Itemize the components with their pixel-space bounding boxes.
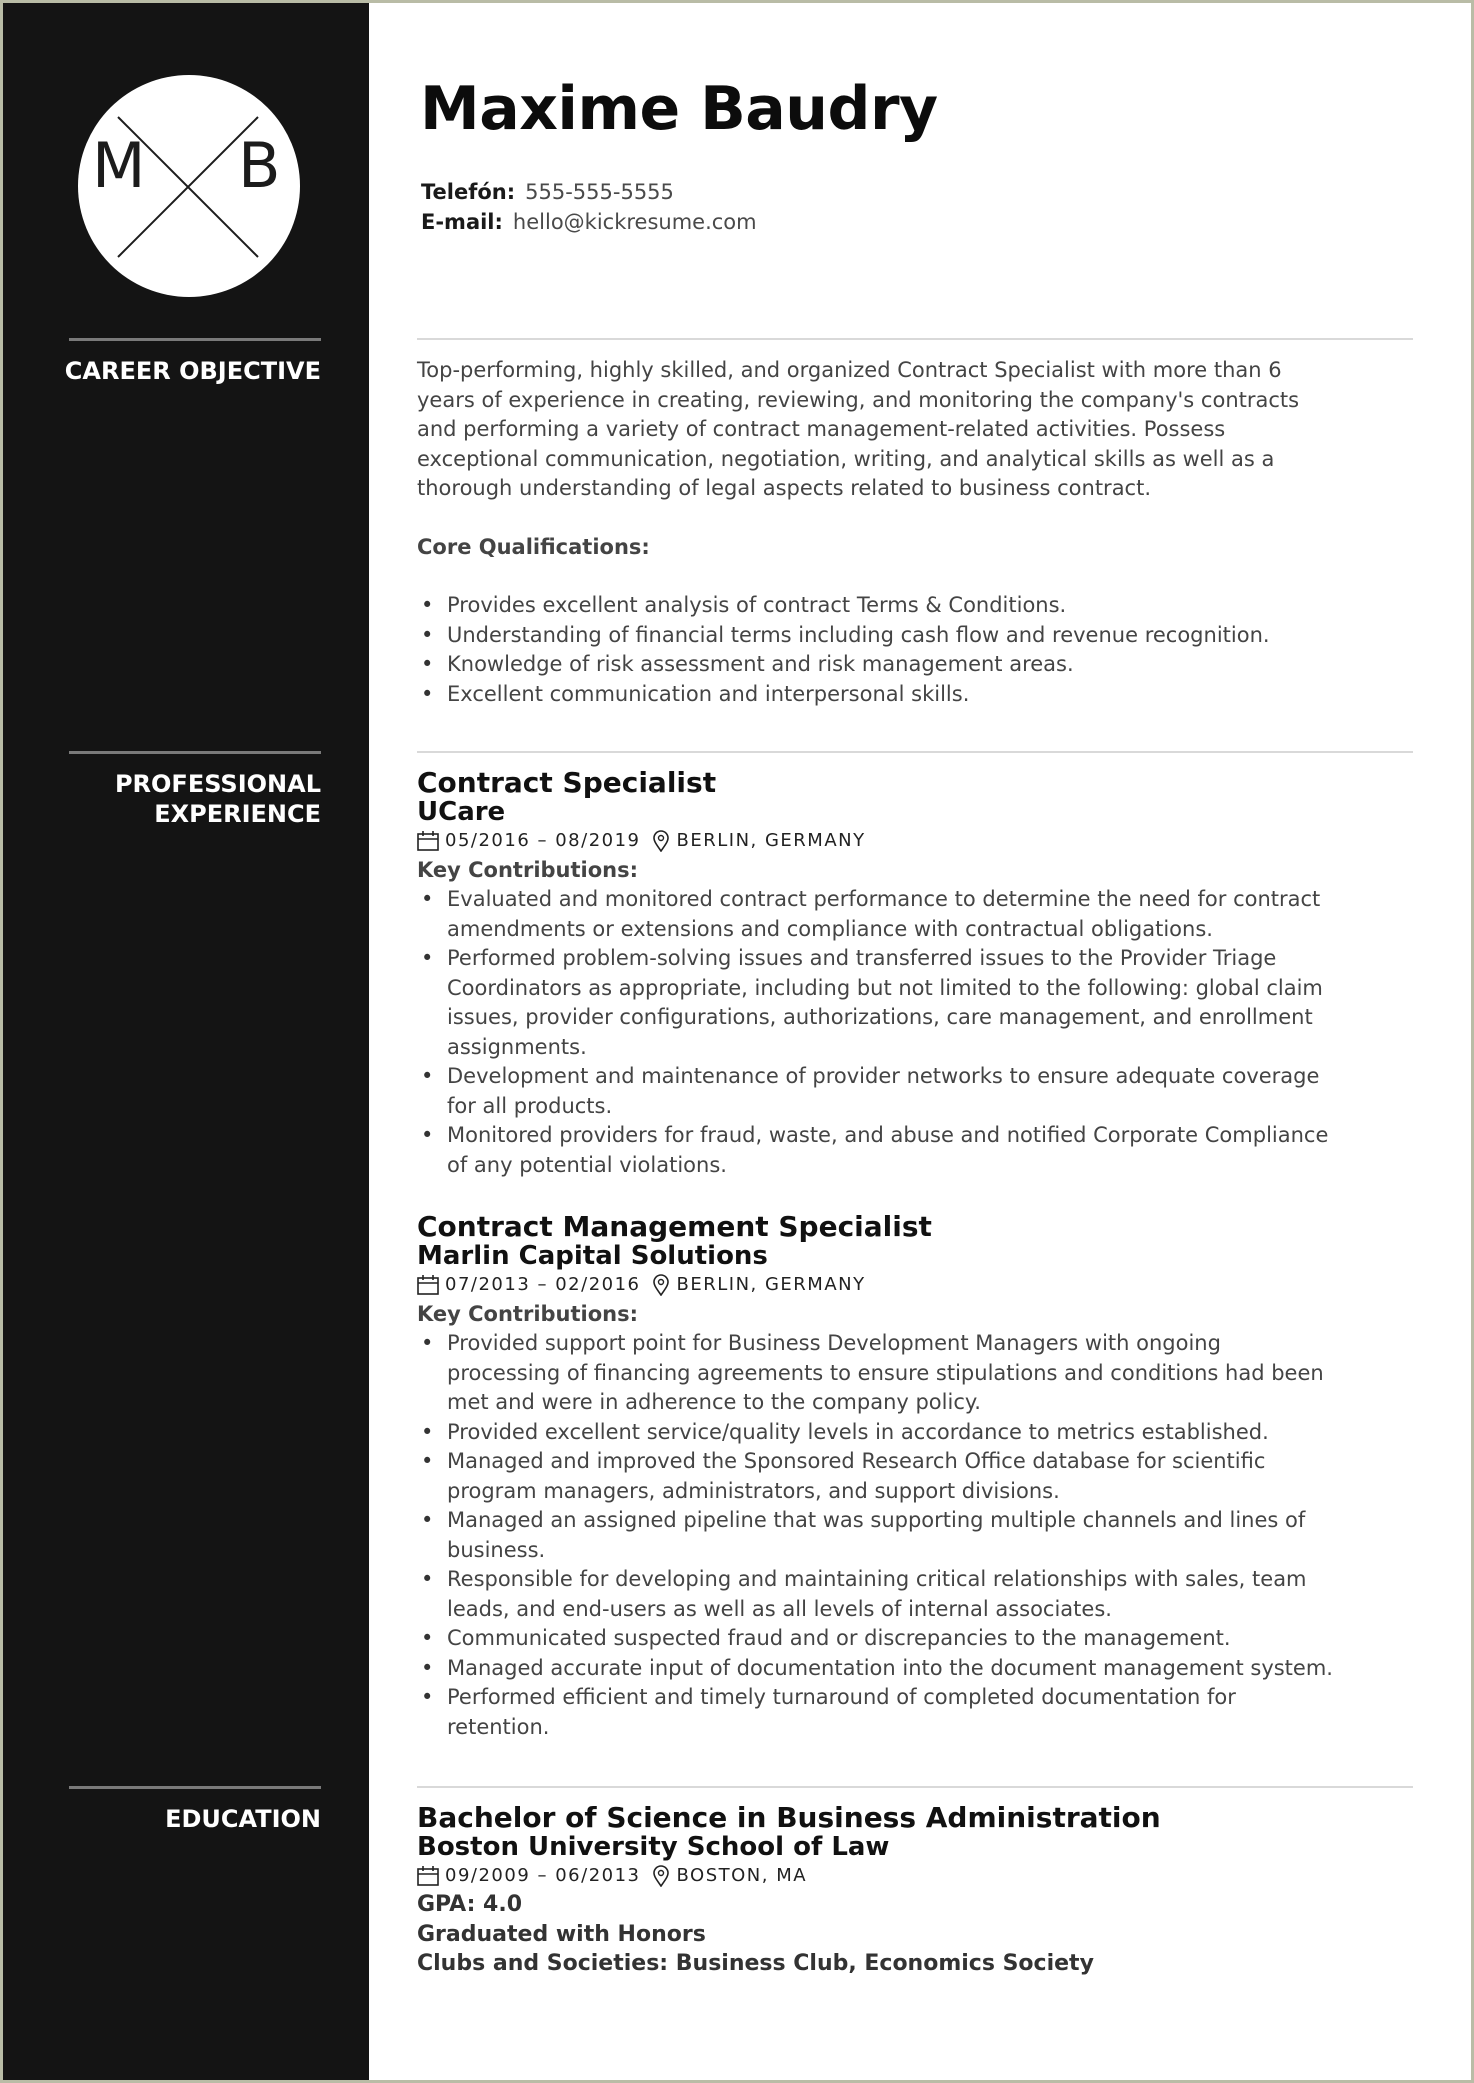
- email-value[interactable]: hello@kickresume.com: [512, 210, 757, 234]
- list-item: [417, 1683, 1417, 1742]
- bullet-line: amendments or extensions and compliance with contractual obligations.: [447, 916, 1213, 941]
- objective-summary: [417, 356, 1417, 504]
- contributions-list: [417, 1329, 1417, 1742]
- gpa: GPA: 4.0: [417, 1892, 523, 1917]
- list-item: [417, 1329, 1417, 1418]
- bullet-line: Development and maintenance of provider networks to ensure adequate coverage: [447, 1064, 1320, 1088]
- bullet-line: assignments.: [447, 1034, 587, 1059]
- education-dates: 09/2009 – 06/2013: [445, 1865, 641, 1886]
- calendar-icon: [417, 831, 439, 851]
- summary-line: thorough understanding of legal aspects related to business contract.: [417, 476, 1152, 500]
- bullet-line: Managed accurate input of documentation into the document management system.: [447, 1655, 1333, 1680]
- section-heading-education: EDUCATION: [165, 1805, 321, 1833]
- section-divider: [417, 338, 1413, 340]
- bullet-line: Performed problem-solving issues and transferred issues to the Provider Triage: [447, 946, 1277, 970]
- bullet-line: Evaluated and monitored contract performance to determine the need for contract: [447, 887, 1321, 911]
- contributions-list: [417, 885, 1417, 1180]
- job-meta: [417, 827, 1417, 855]
- job-location: BERLIN, GERMANY: [676, 830, 866, 851]
- list-item: • Provides excellent analysis of contract Terms & Conditions.: [417, 591, 1417, 621]
- school-name: Boston University School of Law: [417, 1832, 890, 1862]
- bullet-line: Monitored providers for fraud, waste, and abuse and notified Corporate Compliance: [447, 1123, 1329, 1147]
- list-item: [417, 1447, 1417, 1506]
- education-meta: [417, 1862, 1417, 1890]
- bullet-line: issues, provider configurations, authorizations, care management, and enrollment: [447, 1005, 1313, 1029]
- list-item: [417, 1418, 1417, 1448]
- core-qualifications-label: Core Qualifications:: [417, 534, 650, 559]
- job-meta: [417, 1271, 1417, 1299]
- heading-line: PROFESSIONAL: [114, 770, 321, 798]
- honors: Graduated with Honors: [417, 1921, 706, 1947]
- bullet-line: leads, and end-users as well as all levels of internal associates.: [447, 1596, 1112, 1621]
- bullet-line: Provided support point for Business Development Managers with ongoing: [447, 1331, 1221, 1355]
- list-item: [417, 1062, 1417, 1121]
- education-location: BOSTON, MA: [676, 1865, 808, 1886]
- bullet-line: Communicated suspected fraud and or discrepancies to the management.: [447, 1626, 1231, 1650]
- bullet-line: Managed an assigned pipeline that was supporting multiple channels and lines of: [447, 1508, 1306, 1532]
- education-entry: [417, 1803, 1417, 1979]
- bullet-line: of any potential violations.: [447, 1152, 727, 1177]
- email-label: E-mail:: [421, 210, 503, 234]
- sidebar: [3, 3, 369, 2080]
- list-item: [417, 1121, 1417, 1180]
- list-item: [417, 885, 1417, 944]
- calendar-icon: [417, 1275, 439, 1295]
- phone-row: [421, 177, 674, 207]
- job-title: Contract Management Specialist: [417, 1210, 932, 1243]
- job-entry: [417, 768, 1417, 1180]
- summary-line: years of experience in creating, reviewing, and monitoring the company's contracts: [417, 387, 1300, 412]
- section-heading-career-objective: CAREER OBJECTIVE: [64, 357, 321, 385]
- degree-title: Bachelor of Science in Business Administration: [417, 1801, 1161, 1834]
- job-entry: [417, 1212, 1417, 1742]
- list-item: [417, 944, 1417, 1062]
- monogram-logo: [78, 75, 300, 297]
- list-item: • Knowledge of risk assessment and risk management areas.: [417, 650, 1417, 680]
- phone-label: Telefón:: [421, 180, 516, 204]
- list-item: [417, 1654, 1417, 1684]
- job-title: Contract Specialist: [417, 766, 717, 799]
- sidebar-divider: [69, 751, 321, 754]
- sidebar-divider: [69, 1786, 321, 1789]
- bullet-line: program managers, administrators, and support divisions.: [447, 1478, 1060, 1503]
- section-divider: [417, 1786, 1413, 1788]
- bullet-line: business.: [447, 1537, 546, 1562]
- list-item: • Understanding of financial terms including cash flow and revenue recognition.: [417, 621, 1417, 651]
- bullet-line: Coordinators as appropriate, including but not limited to the following: global claim: [447, 975, 1323, 1000]
- sidebar-divider: [69, 338, 321, 341]
- email-row: [421, 207, 757, 237]
- job-dates: 05/2016 – 08/2019: [445, 830, 641, 851]
- bullet-line: retention.: [447, 1714, 550, 1739]
- clubs-and-societies: Clubs and Societies: Business Club, Economics Society: [417, 1951, 1094, 1976]
- list-item: [417, 1506, 1417, 1565]
- location-pin-icon: [653, 830, 669, 852]
- calendar-icon: [417, 1866, 439, 1886]
- bullet-line: met and were in adherence to the company policy.: [447, 1390, 981, 1414]
- bullet-line: processing of financing agreements to ensure stipulations and conditions had been: [447, 1360, 1324, 1385]
- job-dates: 07/2013 – 02/2016: [445, 1274, 641, 1295]
- monogram-initial-left: M: [92, 129, 146, 202]
- bullet-line: Managed and improved the Sponsored Research Office database for scientific: [447, 1449, 1266, 1473]
- qualifications-list: [417, 591, 1417, 709]
- heading-line: EXPERIENCE: [154, 800, 321, 828]
- bullet-line: Provided excellent service/quality levels in accordance to metrics established.: [447, 1419, 1269, 1444]
- location-pin-icon: [653, 1274, 669, 1296]
- summary-line: exceptional communication, negotiation, writing, and analytical skills as well as a: [417, 446, 1275, 471]
- key-contributions-label: Key Contributions:: [417, 858, 639, 882]
- list-item: [417, 1565, 1417, 1624]
- bullet-line: for all products.: [447, 1093, 613, 1118]
- job-location: BERLIN, GERMANY: [676, 1274, 866, 1295]
- list-item: [417, 1624, 1417, 1654]
- company-name: UCare: [417, 797, 506, 827]
- location-pin-icon: [653, 1865, 669, 1887]
- summary-line: and performing a variety of contract management-related activities. Possess: [417, 417, 1226, 441]
- summary-line: Top-performing, highly skilled, and organized Contract Specialist with more than 6: [417, 358, 1282, 382]
- list-item: • Excellent communication and interpersonal skills.: [417, 680, 1417, 710]
- section-heading-professional-experience: [41, 769, 321, 829]
- career-objective-section: [417, 356, 1417, 709]
- section-divider: [417, 751, 1413, 753]
- bullet-line: Responsible for developing and maintaining critical relationships with sales, team: [447, 1567, 1307, 1591]
- candidate-name: Maxime Baudry: [420, 74, 938, 144]
- phone-value: 555-555-5555: [525, 180, 674, 204]
- monogram-initial-right: B: [238, 129, 281, 202]
- company-name: Marlin Capital Solutions: [417, 1241, 768, 1271]
- bullet-line: Performed efficient and timely turnaround of completed documentation for: [447, 1685, 1236, 1709]
- key-contributions-label: Key Contributions:: [417, 1302, 639, 1326]
